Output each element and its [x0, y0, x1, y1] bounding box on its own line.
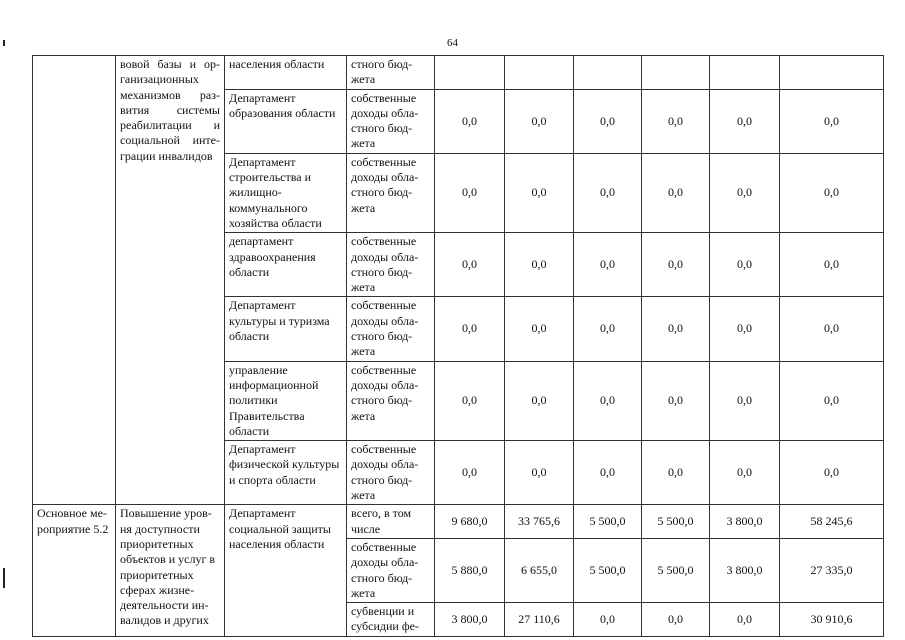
- funding-source-cell: собственные доходы обла-стного бюд-жета: [347, 361, 435, 440]
- value-cell: 0,0: [574, 361, 642, 440]
- value-cell: [780, 56, 884, 90]
- table-row: [33, 56, 884, 90]
- value-cell: 0,0: [642, 297, 710, 361]
- measure-description-cell: Повышение уров-ня доступности приоритетных объектов и услуг в приоритетных сферах жизне-деятельности ин-валидов и других: [116, 505, 225, 636]
- measure-code-cell: [33, 56, 116, 505]
- value-cell: 0,0: [574, 153, 642, 232]
- executor-cell: Департамент образования области: [225, 89, 347, 153]
- value-cell: 6 655,0: [505, 538, 574, 602]
- value-cell: 0,0: [505, 153, 574, 232]
- value-cell: [710, 56, 780, 90]
- value-cell: 0,0: [780, 233, 884, 297]
- value-cell: 58 245,6: [780, 505, 884, 539]
- executor-cell: управление информационной политики Правительства области: [225, 361, 347, 440]
- value-cell: 0,0: [780, 361, 884, 440]
- value-cell: 0,0: [505, 297, 574, 361]
- executor-cell: Департамент социальной защиты населения области: [225, 505, 347, 636]
- value-cell: 0,0: [710, 89, 780, 153]
- value-cell: [574, 56, 642, 90]
- value-cell: 0,0: [505, 89, 574, 153]
- funding-source-cell: собственные доходы обла-стного бюд-жета: [347, 297, 435, 361]
- value-cell: 0,0: [505, 441, 574, 505]
- value-cell: 0,0: [780, 89, 884, 153]
- value-cell: 3 800,0: [435, 603, 505, 637]
- value-cell: 0,0: [780, 297, 884, 361]
- page-number: 64: [447, 37, 458, 49]
- value-cell: 9 680,0: [435, 505, 505, 539]
- funding-source-cell: собственные доходы обла-стного бюд-жета: [347, 233, 435, 297]
- funding-source-cell: собственные доходы обла-стного бюд-жета: [347, 538, 435, 602]
- value-cell: 0,0: [710, 441, 780, 505]
- funding-source-cell: всего, в том числе: [347, 505, 435, 539]
- value-cell: 0,0: [574, 233, 642, 297]
- value-cell: 0,0: [710, 603, 780, 637]
- funding-source-cell: собственные доходы обла-стного бюд-жета: [347, 89, 435, 153]
- value-cell: 0,0: [435, 89, 505, 153]
- scan-edge-mark: [3, 40, 5, 46]
- value-cell: 3 800,0: [710, 505, 780, 539]
- measure-description-cell: вовой базы и ор-ганизационных механизмов раз-вития системы реабилитации и социальной инте-грации инвалидов: [116, 56, 225, 505]
- value-cell: 5 500,0: [642, 505, 710, 539]
- value-cell: 0,0: [574, 297, 642, 361]
- value-cell: 0,0: [574, 89, 642, 153]
- value-cell: 27 335,0: [780, 538, 884, 602]
- value-cell: 0,0: [574, 603, 642, 637]
- value-cell: 0,0: [642, 89, 710, 153]
- value-cell: 30 910,6: [780, 603, 884, 637]
- value-cell: 0,0: [642, 441, 710, 505]
- value-cell: 0,0: [574, 441, 642, 505]
- value-cell: 0,0: [435, 361, 505, 440]
- value-cell: 0,0: [710, 297, 780, 361]
- value-cell: 5 500,0: [574, 505, 642, 539]
- executor-cell: Департамент строительства и жилищно-коммунального хозяйства области: [225, 153, 347, 232]
- value-cell: 33 765,6: [505, 505, 574, 539]
- table-row: [33, 505, 884, 539]
- value-cell: [505, 56, 574, 90]
- funding-source-cell: субвенции и субсидии фе-: [347, 603, 435, 637]
- scan-edge-mark: [3, 568, 5, 588]
- value-cell: 0,0: [642, 361, 710, 440]
- value-cell: 5 880,0: [435, 538, 505, 602]
- value-cell: 0,0: [505, 233, 574, 297]
- value-cell: 0,0: [710, 233, 780, 297]
- value-cell: 0,0: [780, 441, 884, 505]
- value-cell: 0,0: [780, 153, 884, 232]
- executor-cell: Департамент физической культуры и спорта области: [225, 441, 347, 505]
- funding-source-cell: стного бюд-жета: [347, 56, 435, 90]
- value-cell: 5 500,0: [574, 538, 642, 602]
- value-cell: [435, 56, 505, 90]
- value-cell: [642, 56, 710, 90]
- value-cell: 0,0: [642, 603, 710, 637]
- value-cell: 0,0: [435, 297, 505, 361]
- value-cell: 0,0: [710, 361, 780, 440]
- executor-cell: Департамент культуры и туризма области: [225, 297, 347, 361]
- value-cell: 5 500,0: [642, 538, 710, 602]
- value-cell: 0,0: [435, 233, 505, 297]
- measure-code-cell: Основное ме-роприятие 5.2: [33, 505, 116, 636]
- executor-cell: департамент здравоохранения области: [225, 233, 347, 297]
- value-cell: 27 110,6: [505, 603, 574, 637]
- funding-source-cell: собственные доходы обла-стного бюд-жета: [347, 441, 435, 505]
- value-cell: 0,0: [642, 153, 710, 232]
- value-cell: 0,0: [505, 361, 574, 440]
- value-cell: 0,0: [435, 441, 505, 505]
- budget-table: [32, 55, 884, 637]
- executor-cell: населения области: [225, 56, 347, 90]
- value-cell: 0,0: [642, 233, 710, 297]
- value-cell: 0,0: [435, 153, 505, 232]
- funding-source-cell: собственные доходы обла-стного бюд-жета: [347, 153, 435, 232]
- value-cell: 3 800,0: [710, 538, 780, 602]
- value-cell: 0,0: [710, 153, 780, 232]
